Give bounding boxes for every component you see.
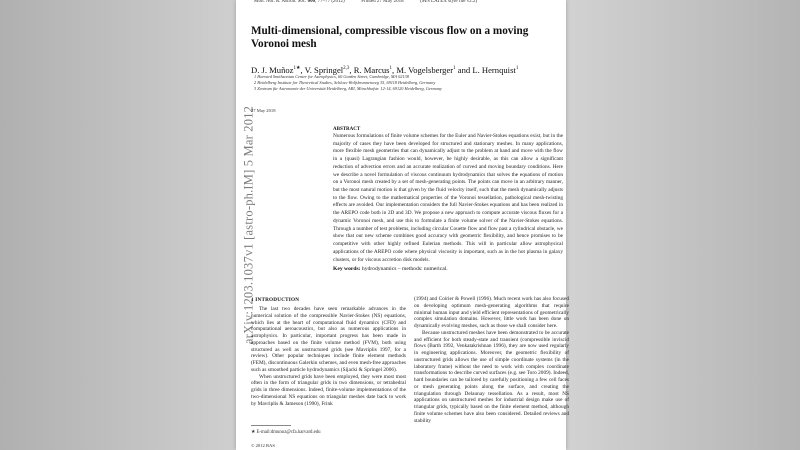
paper-date: 27 May 2018: [251, 108, 276, 113]
journal-pages: 77–77 (2012): [317, 0, 345, 4]
copyright: © 2012 RAS: [251, 443, 275, 448]
journal-volume: 000: [307, 0, 316, 4]
viewer-background-left: [0, 0, 236, 450]
author-name: L. Hernquist: [472, 65, 516, 75]
paragraph: (1994) and Coirier & Powell (1996). Much recent work has also focused on developing optimum mesh-generating algorithms that require minimal human input and yield efficient representations of geometrically complex simulation domains. However, little work has been done on dynamically evolving meshes, such as those we shall consider here.: [414, 296, 569, 329]
running-header: Mon. Not. R. Astron. Soc. 000, 77–77 (2012) Printed 27 May 2018 (MN LATEX style file v2.2): [254, 0, 478, 4]
abstract-text: Numerous formulations of finite volume schemes for the Euler and Navier-Stokes equations exist, but in the majority of cases they have been developed for structured and stationary meshes. In many applications, more flexible mesh geometries that can dynamically adjust to the problem at hand and move with the flow in a (quasi) Lagrangian fashion would, however, be highly desirable, as this can allow a significant reduction of advection errors and an accurate realization of curved and moving boundary conditions. Here we describe a novel formulation of viscous continuum hydrodynamics that solves the equations of motion on a Voronoi mesh created by a set of mesh-generating points. The points can move in an arbitrary manner, but the most natural motion is that given by the fluid velocity itself, such that the mesh dynamically adjusts to the flow. Owing to the mathematical properties of the Voronoi tessellation, pathological mesh-twisting effects are avoided. Our implementation considers the full Navier-Stokes equations and has been realized in the AREPO code both in 2D and 3D. We propose a new approach to compute accurate viscous fluxes for a dynamic Voronoi mesh, and use this to formulate a finite volume solver of the Navier-Stokes equations. Through a number of test problems, including circular Couette flow and flow past a cylindrical obstacle, we show that our new scheme combines good accuracy with geometric flexibility, and hence promises to be competitive with other highly refined Eulerian methods. This will in particular allow astrophysical applications of the AREPO code where physical viscosity is important, such as in the hot plasma in galaxy clusters, or for viscous accretion disk models.: [333, 133, 563, 263]
paragraph: The last two decades have seen remarkable advances in the numerical solution of the compressible Navier-Stokes (NS) equations, which lies at the heart of computational fluid dynamics (CFD) and computational aeroacoustics, but also as numerous applications in astrophysics. In particular, important progress has been made in approaches based on the finite volume method (FVM), both using structured as well as unstructured grids (see Mavriplis 1997, for a review). Other popular techniques include finite element methods (FEM), discontinuous Galerkin schemes, and even mesh-free approaches such as smoothed particle hydrodynamics (Sijacki & Springel 2006).: [251, 306, 406, 373]
author-name: D. J. Muñoz: [251, 65, 294, 75]
author-name: M. Vogelsberger: [396, 65, 454, 75]
column-left: [251, 306, 406, 407]
author-affil-mark: 1: [389, 66, 393, 72]
paragraph: When unstructured grids have been employed, they were most most often in the form of triangular grids in two dimensions, or tetrahedral grids in three dimensions. Indeed, finite-volume implementations of the two-dimensional NS equations on triangular meshes date back to work by Mavriplis & Jameson (1990), Frink: [251, 373, 406, 407]
affiliation-2: 2 Heidelberg Institute for Theoretical Studies, Schloss-Wolfsbrunnenweg 35, 69118 Heidelberg, Germany: [254, 80, 436, 85]
footnote-rule: [251, 425, 291, 426]
author-list: D. J. Muñoz$^{1★}$, V. Springel$^{2,3}$, R. Marcus$^1$, M. Vogelsberger$^1$ and L. Hernquist$^1$: [251, 65, 519, 75]
affiliation-3: 3 Zentrum für Astronomie der Universität Heidelberg, ARI, Mönchhofstr. 12-14, 69120 Heidelberg, Germany: [254, 86, 442, 91]
author-name: V. Springel: [304, 65, 344, 75]
keywords-label: Key words:: [333, 266, 361, 272]
arxiv-stamp-text: arXiv:1203.1037v1 [astro-ph.IM] 5 Mar 2012: [241, 105, 256, 345]
style-file: (MN LATEX style file v2.2): [420, 0, 478, 4]
keywords-text: hydrodynamics – methods: numerical.: [361, 266, 448, 272]
abstract-heading: ABSTRACT: [333, 127, 361, 132]
author-name: R. Marcus: [353, 65, 390, 75]
journal-name: Mon. Not. R. Astron. Soc.: [254, 0, 307, 4]
author-affil-mark: 1★: [293, 66, 301, 72]
author-affil-mark: 1: [515, 66, 519, 72]
affiliation-1: 1 Harvard Smithsonian Center for Astrophysics, 60 Garden Street, Cambridge, MA 02138: [254, 74, 409, 79]
author-affil-mark: 2,3: [343, 66, 350, 72]
printed-date: Printed 27 May 2018: [361, 0, 404, 4]
paragraph: Because unstructured meshes have been demonstrated to be accurate and efficient for both steady-state and transient (compressible inviscid flows (Barth 1992, Venkatakrishnan 1996), they are now used regularly in engineering applications. Moreover, the geometric flexibility of unstructured grids allows the use of simple coordinate systems (in the laboratory frame) without the need to work with complex coordinate transformations to describe curved surfaces (e.g. see Toro 2009). Indeed, hard boundaries can be tailored by carefully positioning a few cell faces or mesh generating points along the surface, and creating the triangulation through Delaunay tessellation. As a result, most NS applications on unstructured meshes for industrial design make use of triangular grids, typically based on the finite element method, although finite volume schemes have also been considered. Detailed reviews and stability: [414, 329, 569, 424]
author-affil-mark: 1: [453, 66, 456, 72]
column-right: [414, 296, 569, 424]
footnote-email: ★ E-mail:dmunoz@cfa.harvard.edu: [251, 430, 321, 435]
paper-title: Multi-dimensional, compressible viscous flow on a moving Voronoi mesh: [251, 25, 529, 50]
section-heading-introduction: 1 INTRODUCTION: [251, 297, 300, 303]
viewer-background-right: [566, 0, 800, 450]
keywords: [333, 266, 448, 272]
